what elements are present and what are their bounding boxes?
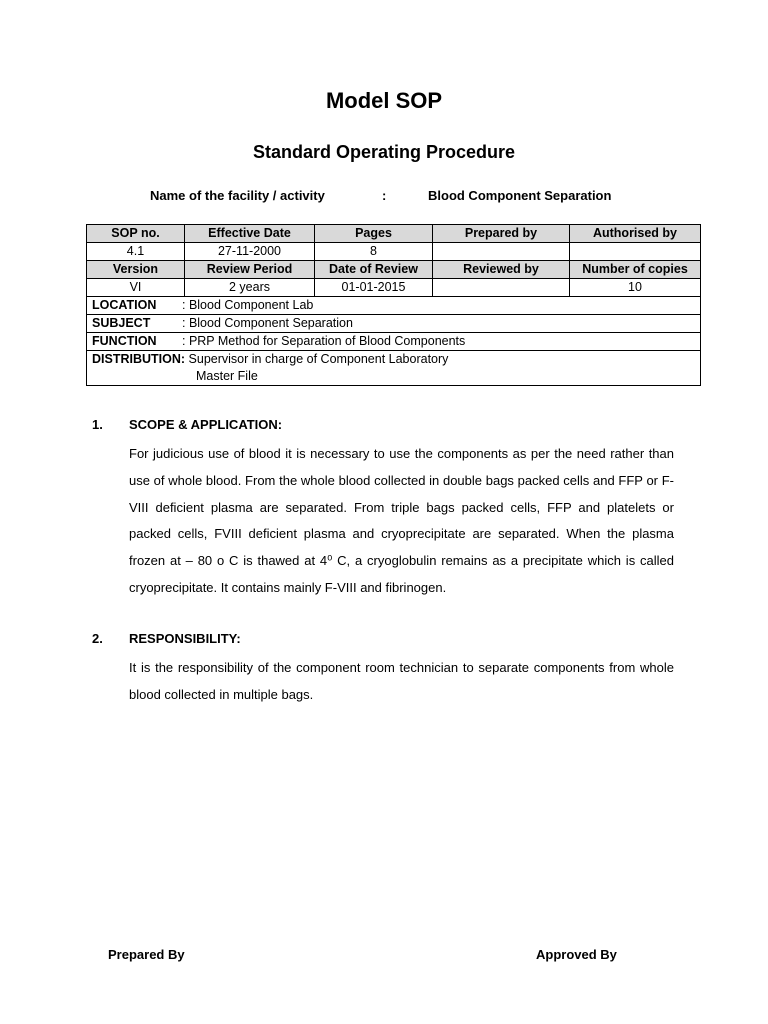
- function-row: [87, 333, 701, 351]
- header-date-of-review: Date of Review: [315, 261, 433, 279]
- cell-date-of-review: 01-01-2015: [315, 279, 433, 297]
- table-row: [87, 279, 701, 297]
- location-value: : Blood Component Lab: [182, 298, 314, 312]
- distribution-value: Supervisor in charge of Component Laboratory: [185, 352, 449, 366]
- document-title: Model SOP: [325, 88, 443, 113]
- subject-label: SUBJECT: [92, 316, 151, 330]
- cell-version: VI: [87, 279, 185, 297]
- section-heading: RESPONSIBILITY:: [129, 631, 241, 646]
- table-row: [87, 243, 701, 261]
- section-body: For judicious use of blood it is necessary to use the components as per the need rather than use of whole blood. From the whole blood collected in double bags packed cells and FFP or F-VIII deficient plasma are separated. From triple bags packed cells, FFP and platelets or packed cells, FVIII deficient plasma and cryoprecipitate are separated. When the plasma frozen at – 80 o C is thawed at 4⁰ C, a cryoglobulin remains as a precipitate which is called cryoprecipitate. It contains mainly F-VIII and fibrinogen.: [129, 446, 674, 595]
- subject-value: : Blood Component Separation: [182, 316, 353, 330]
- document-subtitle: Standard Operating Procedure: [252, 142, 516, 162]
- cell-review-period: 2 years: [185, 279, 315, 297]
- header-version: Version: [87, 261, 185, 279]
- facility-colon: :: [382, 188, 387, 203]
- distribution-row: [87, 351, 701, 386]
- function-value: : PRP Method for Separation of Blood Components: [182, 334, 466, 348]
- section-number: 2.: [92, 631, 103, 646]
- header-sop-no: SOP no.: [87, 225, 185, 243]
- facility-value: Blood Component Separation: [428, 188, 612, 203]
- header-review-period: Review Period: [185, 261, 315, 279]
- location-row: [87, 297, 701, 315]
- cell-prepared-by: [433, 243, 570, 261]
- cell-number-of-copies: 10: [570, 279, 701, 297]
- header-reviewed-by: Reviewed by: [433, 261, 570, 279]
- cell-pages: 8: [315, 243, 433, 261]
- header-prepared-by: Prepared by: [433, 225, 570, 243]
- prepared-by-signature-label: Prepared By: [108, 947, 185, 962]
- section-number: 1.: [92, 417, 103, 432]
- distribution-value-2: Master File: [196, 369, 258, 383]
- distribution-label: DISTRIBUTION:: [92, 352, 186, 366]
- location-label: LOCATION: [92, 298, 157, 312]
- cell-sop-no: 4.1: [87, 243, 185, 261]
- subject-row: [87, 315, 701, 333]
- sop-info-table: [86, 224, 701, 386]
- header-pages: Pages: [315, 225, 433, 243]
- cell-effective-date: 27-11-2000: [185, 243, 315, 261]
- facility-label: Name of the facility / activity: [150, 188, 325, 203]
- table-header-row: [87, 261, 701, 279]
- header-effective-date: Effective Date: [185, 225, 315, 243]
- section-heading: SCOPE & APPLICATION:: [129, 417, 283, 432]
- approved-by-signature-label: Approved By: [536, 947, 617, 962]
- header-authorised-by: Authorised by: [570, 225, 701, 243]
- function-label: FUNCTION: [92, 334, 157, 348]
- header-number-of-copies: Number of copies: [570, 261, 701, 279]
- cell-reviewed-by: [433, 279, 570, 297]
- cell-authorised-by: [570, 243, 701, 261]
- table-header-row: [87, 225, 701, 243]
- section-body: It is the responsibility of the component room technician to separate components from whole blood collected in multiple bags.: [129, 660, 674, 702]
